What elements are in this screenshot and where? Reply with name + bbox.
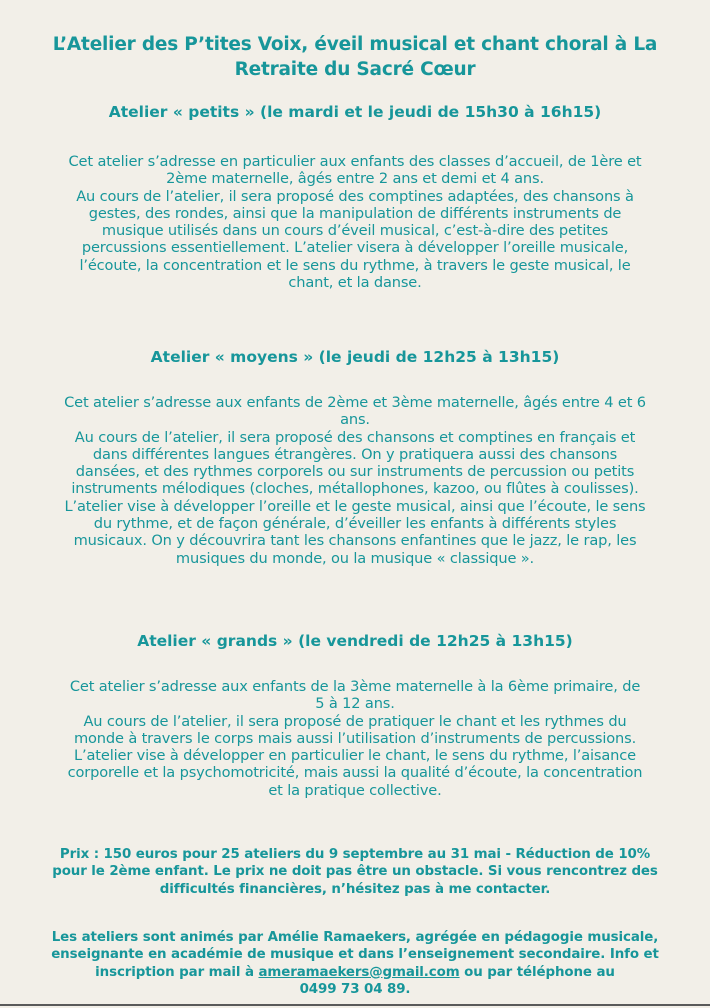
paragraph-line: et la pratique collective. (268, 781, 442, 799)
paragraph-line: gestes, des rondes, ainsi que la manipulation de différents instruments de (88, 204, 622, 222)
paragraph-line: Cet atelier s’adresse aux enfants de 2ème et 3ème maternelle, âgés entre 4 et 6 (64, 394, 646, 411)
price-line: Prix : 150 euros pour 25 ateliers du 9 septembre au 31 mai - Réduction de 10% (59, 847, 651, 862)
contact-text: ou par téléphone au (459, 964, 615, 980)
paragraph-line: musiques du monde, ou la musique « classique ». (175, 549, 535, 567)
paragraph-atelier-moyens (0, 394, 710, 567)
paragraph-line: monde à travers le corps mais aussi l’utilisation d’instruments de percussions. (73, 729, 637, 747)
paragraph-line: 2ème maternelle, âgés entre 2 ans et demi et 4 ans. (166, 170, 544, 188)
contact-line-2: enseignante en académie de musique et dans l’enseignement secondaire. Info et (51, 947, 659, 963)
email-link[interactable]: ameramaekers@gmail.com (258, 964, 460, 980)
contact-info (0, 929, 710, 998)
paragraph-atelier-grands (0, 678, 710, 799)
paragraph-line: l’écoute, la concentration et le sens du rythme, à travers le geste musical, le (79, 256, 631, 274)
page-title (0, 32, 710, 82)
paragraph-line: ans. (340, 411, 370, 429)
paragraph-line: L’atelier vise à développer l’oreille et le geste musical, ainsi que l’écoute, le sens (64, 497, 646, 515)
paragraph-line: L’atelier vise à développer en particulier le chant, le sens du rythme, l’aisance (74, 747, 636, 765)
title-line-2: Retraite du Sacré Cœur (234, 59, 476, 80)
bottom-divider (0, 1004, 710, 1006)
paragraph-line: musique utilisés dans un cours d’éveil musical, c’est-à-dire des petites (101, 222, 609, 240)
paragraph-atelier-petits (0, 153, 710, 291)
contact-line-1: Les ateliers sont animés par Amélie Ramaekers, agrégée en pédagogie musicale, (51, 930, 659, 945)
contact-text: inscription par mail à (95, 964, 259, 980)
heading-atelier-moyens: Atelier « moyens » (le jeudi de 12h25 à 13h15) (150, 348, 560, 366)
paragraph-line: 5 à 12 ans. (315, 695, 395, 713)
paragraph-line: chant, et la danse. (288, 274, 422, 292)
paragraph-line: Cet atelier s’adresse aux enfants de la 3ème maternelle à la 6ème primaire, de (69, 678, 641, 695)
price-line: difficultés financières, n’hésitez pas à me contacter. (159, 881, 551, 897)
paragraph-line: dans différentes langues étrangères. On y pratiquera aussi des chansons (92, 445, 618, 463)
price-line: pour le 2ème enfant. Le prix ne doit pas être un obstacle. Si vous rencontrez des (52, 864, 658, 880)
paragraph-line: Au cours de l’atelier, il sera proposé des chansons et comptines en français et (74, 428, 636, 446)
contact-line-3 (0, 964, 710, 981)
paragraph-line: percussions essentiellement. L’atelier visera à développer l’oreille musicale, (81, 239, 629, 257)
paragraph-line: Cet atelier s’adresse en particulier aux enfants des classes d’accueil, de 1ère et (68, 153, 642, 170)
heading-atelier-grands: Atelier « grands » (le vendredi de 12h25 à 13h15) (137, 632, 573, 650)
paragraph-line: Au cours de l’atelier, il sera proposé des comptines adaptées, des chansons à (76, 187, 634, 205)
paragraph-line: instruments mélodiques (cloches, métallophones, kazoo, ou flûtes à coulisses). (71, 480, 639, 498)
paragraph-line: musicaux. On y découvrira tant les chansons enfantines que le jazz, le rap, les (73, 532, 637, 550)
paragraph-line: Au cours de l’atelier, il sera proposé de pratiquer le chant et les rythmes du (83, 712, 627, 730)
price-info (0, 846, 710, 898)
paragraph-line: corporelle et la psychomotricité, mais aussi la qualité d’écoute, la concentration (67, 764, 643, 782)
paragraph-line: du rythme, et de façon générale, d’éveiller les enfants à différents styles (93, 515, 617, 533)
paragraph-line: dansées, et des rythmes corporels ou sur instruments de percussion ou petits (75, 463, 635, 481)
phone-number: 0499 73 04 89. (299, 981, 411, 997)
heading-atelier-petits: Atelier « petits » (le mardi et le jeudi de 15h30 à 16h15) (108, 103, 602, 121)
title-line-1: L’Atelier des P’tites Voix, éveil musical et chant choral à La (52, 34, 658, 55)
